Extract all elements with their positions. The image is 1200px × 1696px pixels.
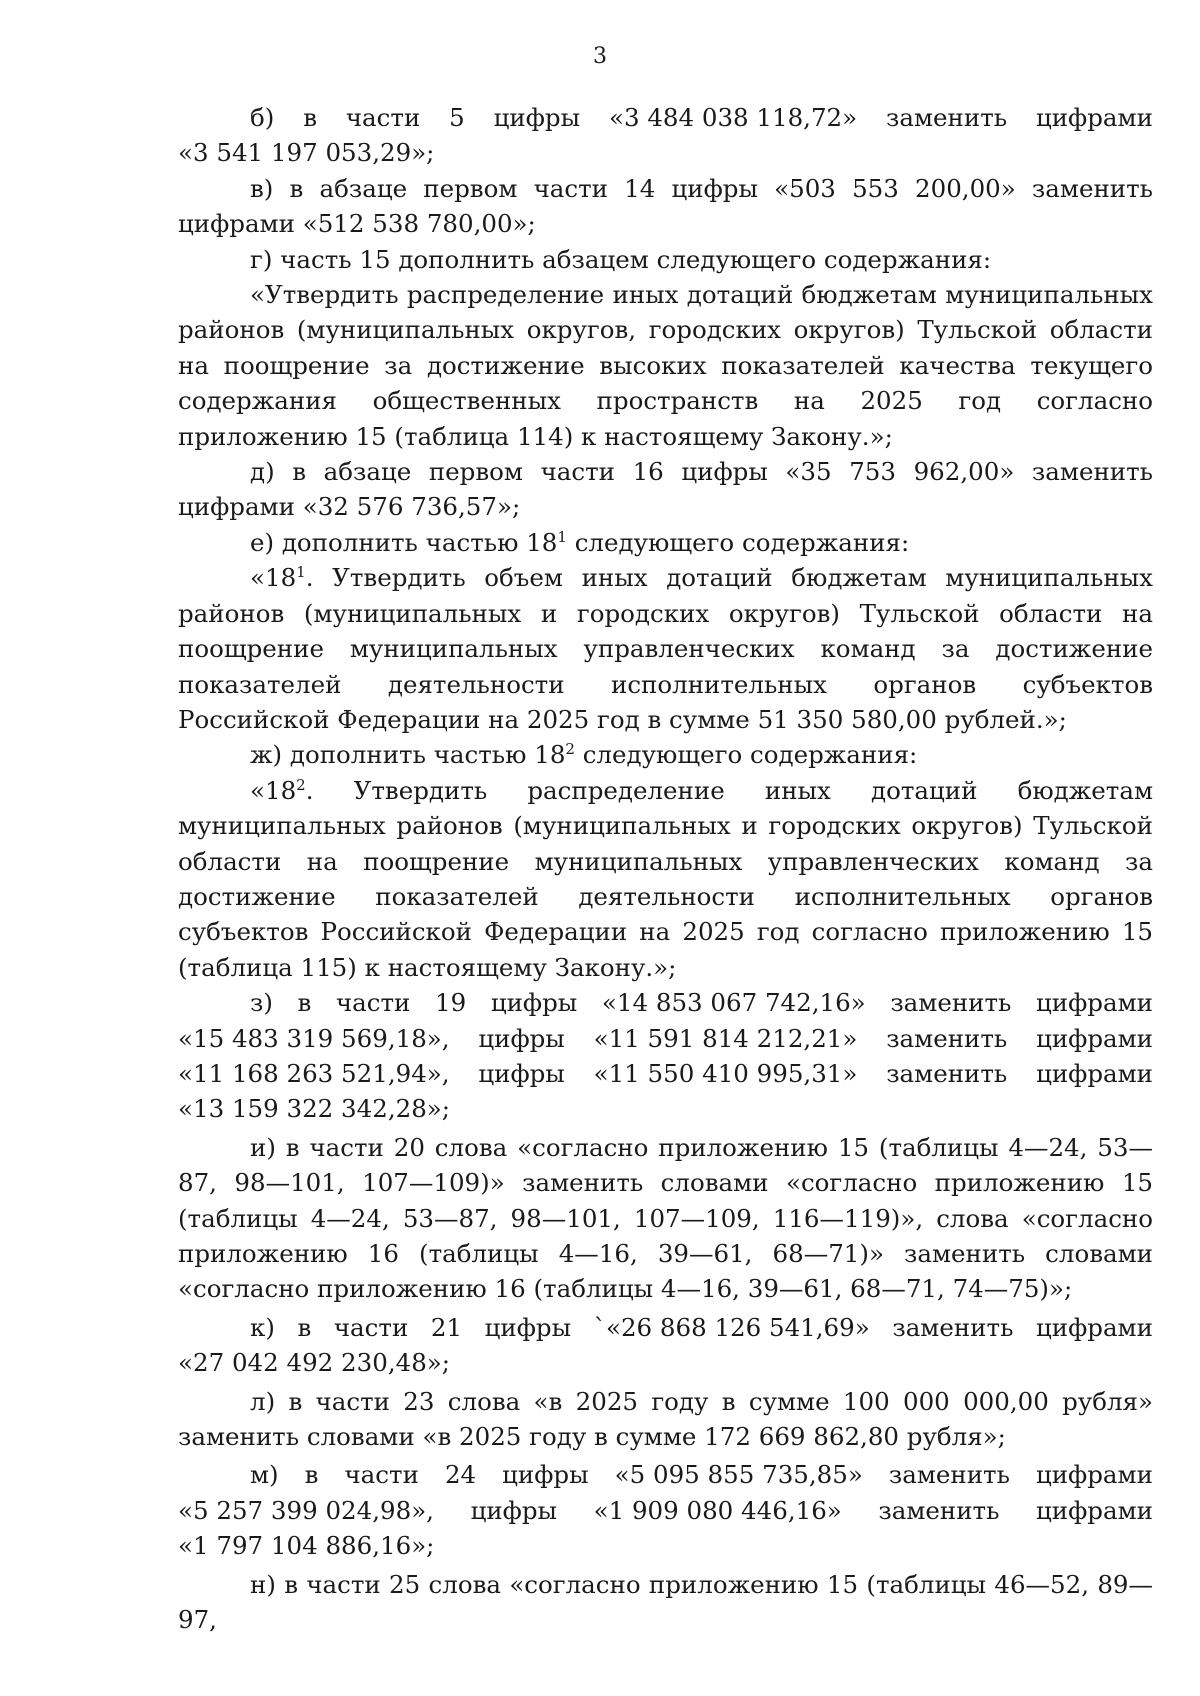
- item-g-quote: «Утвердить распределение иных дотаций бюджетам муниципальных районов (муниципальных округов, городских округов) Тульской области на поощрение за достижение высоких показателей качества текущего содержания общественных пространств на 2025 год согласно приложению 15 (таблица 114) к настоящему Закону.»;: [178, 280, 1153, 451]
- item-g: г) часть 15 дополнить абзацем следующего содержания:: [250, 244, 992, 274]
- item-l: л) в части 23 слова «в 2025 году в сумме 100 000 000,00 рубля» заменить словами «в 2025 году в сумме 172 669 862,80 рубля»;: [178, 1386, 1153, 1452]
- item-n: н) в части 25 слова «согласно приложению 15 (таблицы 46—52, 89—97,: [178, 1569, 1153, 1635]
- item-k: [178, 1310, 1153, 1381]
- item-b: [178, 100, 1153, 171]
- item-zh-quote: «$18^2$. Утвердить распределение иных дотаций бюджетам муниципальных районов (муниципальных и городских округов) Тульской области на поощрение муниципальных управленческих команд за достижение показателей деятельности исполнительных органов субъектов Российской Федерации на 2025 год согласно приложению 15 (таблица 115) к настоящему Закону.»;: [178, 775, 1153, 982]
- item-i: и) в части 20 слова «согласно приложению 15 (таблицы 4—24, 53—87, 98—101, 107—109)» заменить словами «согласно приложению 15 (таблицы 4—24, 53—87, 98—101, 107—109, 116—119)», слова «согласно приложению 16 (таблицы 4—16, 39—61, 68—71)» заменить словами «согласно приложению 16 (таблицы 4—16, 39—61, 68—71, 74—75)»;: [178, 1132, 1153, 1304]
- item-k-line1: к) в части 21 цифры `«26 868 126 541,69» заменить цифрами: [250, 1312, 1153, 1342]
- item-zh: ж) дополнить частью $18^2$ следующего содержания:: [250, 740, 918, 770]
- item-d: д) в абзаце первом части 16 цифры «35 753 962,00» заменить цифрами «32 576 736,57»;: [178, 457, 1153, 522]
- item-b-line1: б) в части 5 цифры «3 484 038 118,72» заменить цифрами: [250, 103, 1153, 132]
- item-m-line1: м) в части 24 цифры «5 095 855 735,85» заменить цифрами: [250, 1460, 1153, 1490]
- item-z-line1: з) в части 19 цифры «14 853 067 742,16» заменить цифрами: [250, 988, 1153, 1018]
- item-b-line2: «3 541 197 053,29»;: [178, 138, 435, 168]
- item-z-line4: «13 159 322 342,28»;: [178, 1094, 451, 1124]
- item-e: е) дополнить частью $18^1$ следующего содержания:: [250, 527, 910, 557]
- item-m: [178, 1457, 1153, 1563]
- item-k-line2: «27 042 492 230,48»;: [178, 1348, 451, 1378]
- document-body: [178, 100, 1153, 1637]
- item-e-quote: «$18^1$. Утвердить объем иных дотаций бюджетам муниципальных районов (муниципальных и городских округов) Тульской области на поощрение муниципальных управленческих команд за достижение показателей деятельности исполнительных органов субъектов Российской Федерации на 2025 год в сумме 51 350 580,00 рублей.»;: [178, 563, 1153, 734]
- item-z-line2: «15 483 319 569,18», цифры «11 591 814 212,21» заменить цифрами: [178, 1023, 1153, 1053]
- item-m-line2: «5 257 399 024,98», цифры «1 909 080 446,16» заменить цифрами: [178, 1495, 1153, 1525]
- item-z: [178, 985, 1153, 1127]
- item-z-line3: «11 168 263 521,94», цифры «11 550 410 995,31» заменить цифрами: [178, 1058, 1153, 1088]
- item-m-line3: «1 797 104 886,16»;: [178, 1531, 435, 1561]
- page-number: 3: [593, 44, 607, 69]
- item-v: в) в абзаце первом части 14 цифры «503 553 200,00» заменить цифрами «512 538 780,00»;: [178, 173, 1153, 239]
